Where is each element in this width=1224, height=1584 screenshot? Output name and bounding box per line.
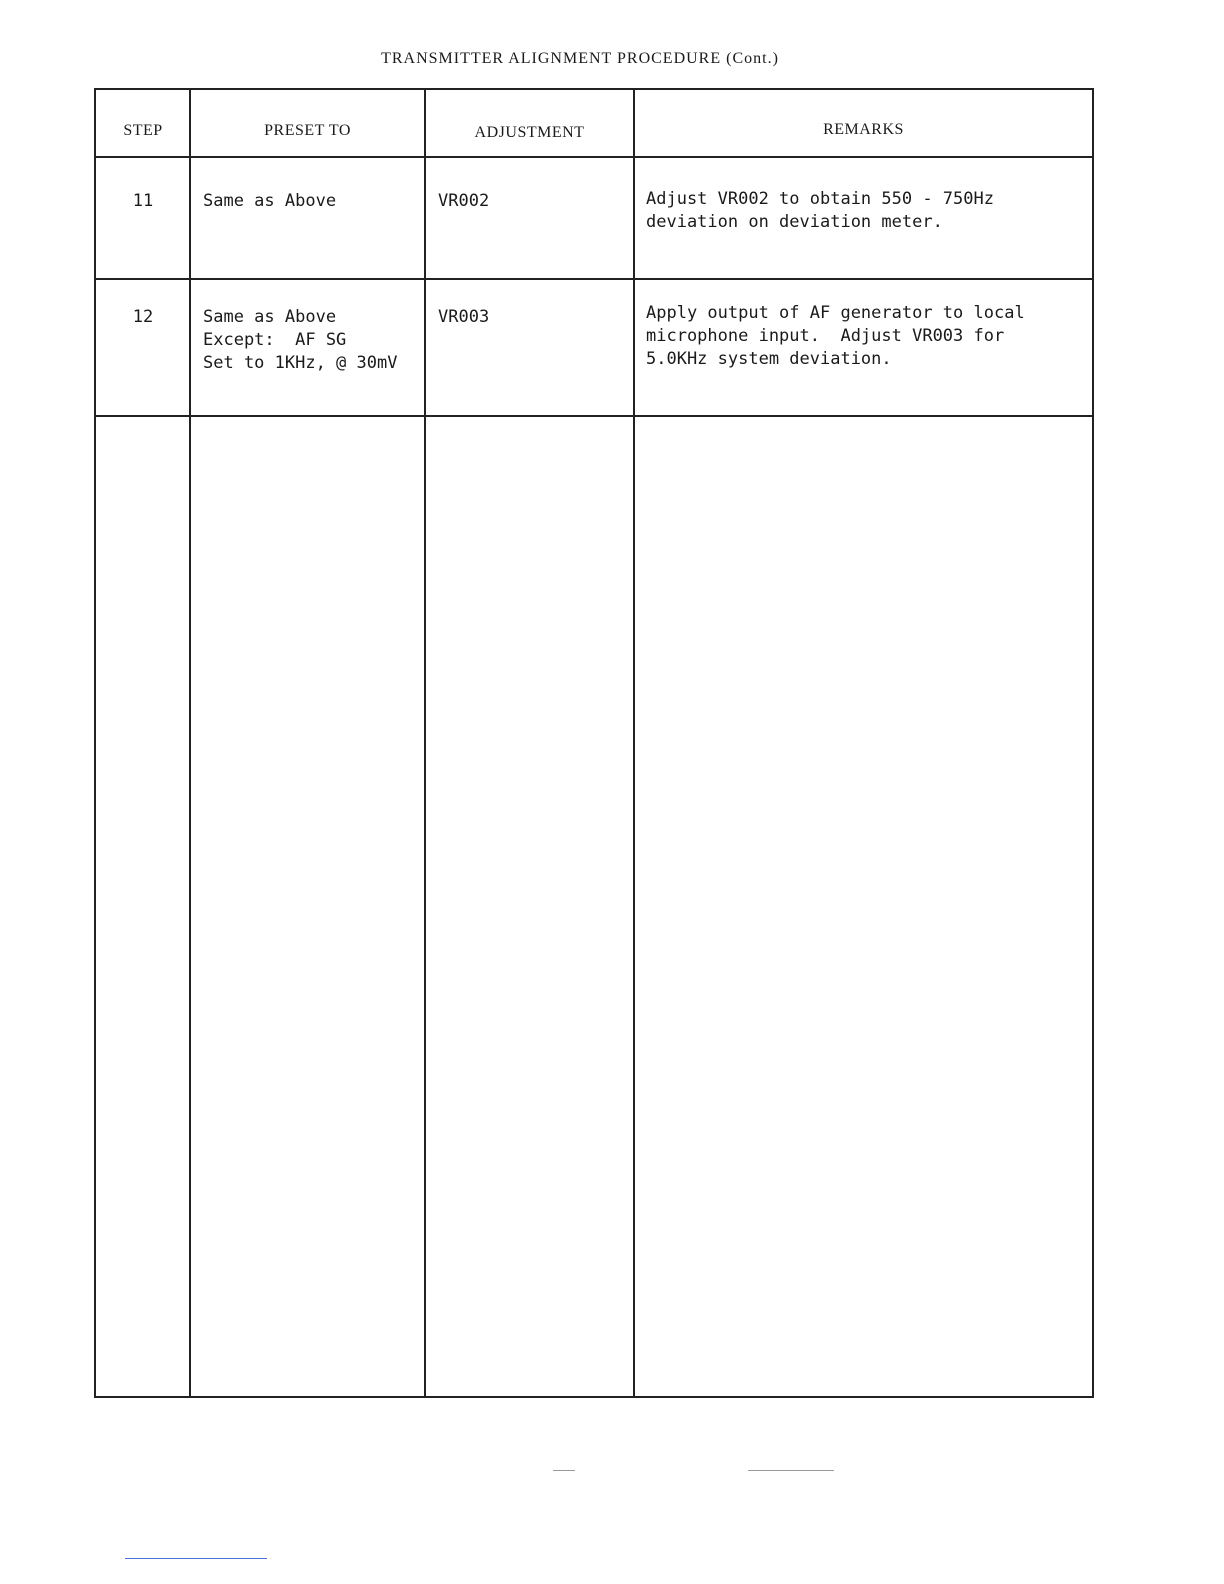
alignment-procedure-table <box>94 88 1094 1398</box>
table-header-row <box>96 90 1092 158</box>
preset-to-cell: Same as Above <box>203 191 337 211</box>
preset-to-cell: Same as Above Except: AF SG Set to 1KHz, @ 30mV <box>203 307 398 373</box>
column-divider <box>633 90 635 1396</box>
footer-rule <box>125 1558 267 1559</box>
header-adjustment: ADJUSTMENT <box>474 124 585 141</box>
header-preset-to: PRESET TO <box>264 122 351 139</box>
header-remarks: REMARKS <box>823 121 904 138</box>
scan-mark <box>748 1470 834 1471</box>
header-step: STEP <box>123 122 163 139</box>
adjustment-cell: VR002 <box>438 191 490 211</box>
scan-mark <box>553 1470 575 1471</box>
row-divider <box>96 278 1092 280</box>
page-title: TRANSMITTER ALIGNMENT PROCEDURE (Cont.) <box>381 50 779 67</box>
step-number: 11 <box>132 191 154 211</box>
column-divider <box>424 90 426 1396</box>
adjustment-cell: VR003 <box>438 307 490 327</box>
step-number: 12 <box>132 307 154 327</box>
remarks-cell: Adjust VR002 to obtain 550 - 750Hz deviation on deviation meter. <box>646 189 994 232</box>
row-divider <box>96 415 1092 417</box>
remarks-cell: Apply output of AF generator to local microphone input. Adjust VR003 for 5.0KHz system deviation. <box>646 303 1025 369</box>
column-divider <box>189 90 191 1396</box>
